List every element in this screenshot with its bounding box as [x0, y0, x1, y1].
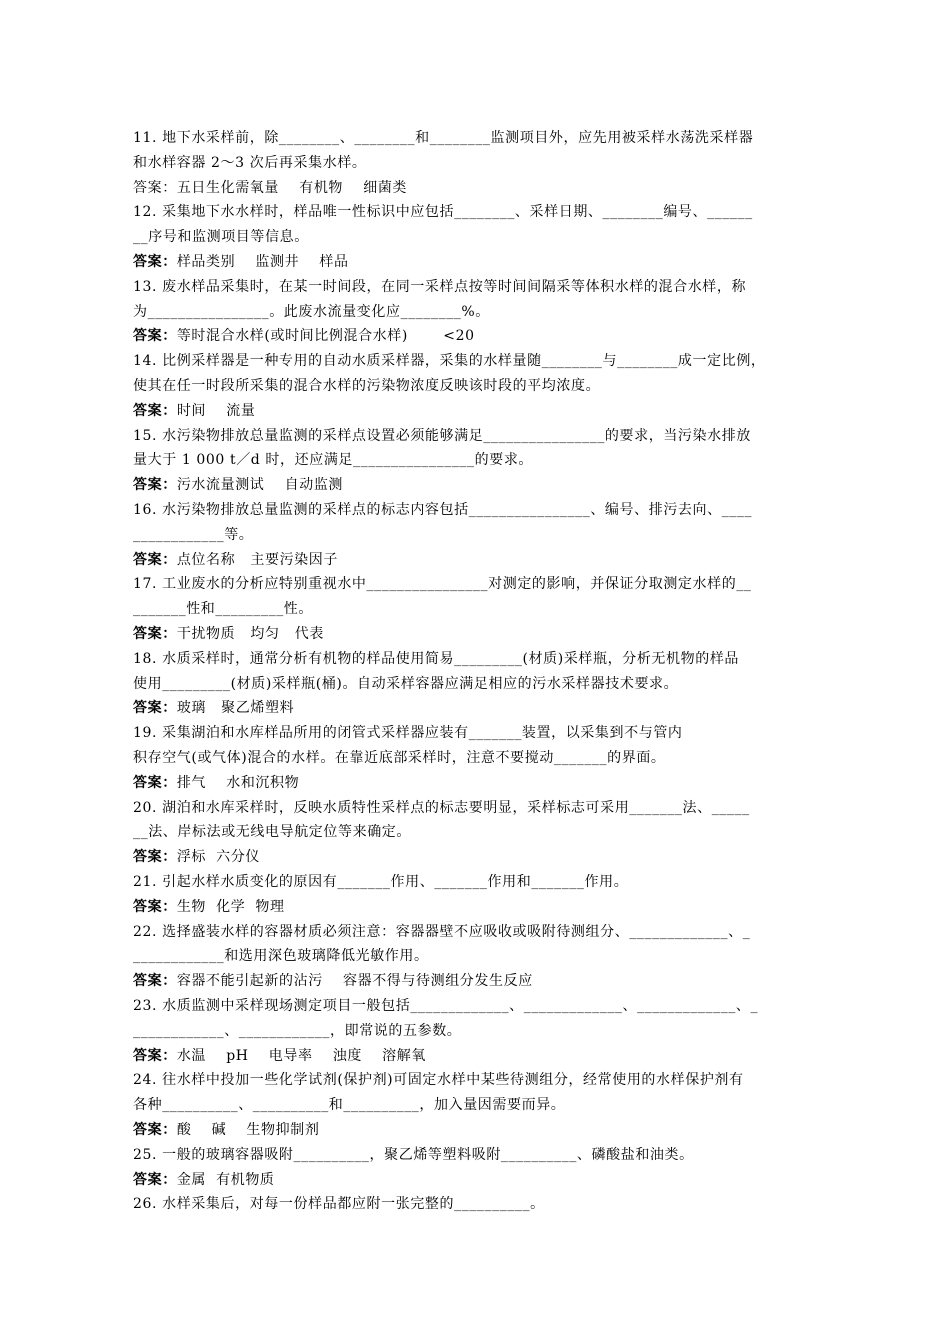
answer-text: 干扰物质 均匀 代表	[176, 626, 324, 642]
answer-label: 答案：	[133, 551, 177, 568]
answer-text: 浮标 六分仪	[176, 849, 260, 866]
answer-text: 样品类别 监测井 样品	[176, 254, 349, 270]
question-line: __法、岸标法或无线电导航定位等来确定。	[133, 824, 411, 841]
answer-text: 金属 有机物质	[176, 1171, 275, 1188]
question-line: 22. 选择盛装水样的容器材质必须注意：容器器壁不应吸收或吸附待测组分、_____________、_	[133, 923, 751, 940]
question-line: 为________________。此废水流量变化应________%。	[133, 303, 490, 320]
answer-label: 答案：	[133, 774, 177, 791]
answer-label: 答案：	[133, 1122, 177, 1138]
question-line: ____________、____________，即常说的五参数。	[133, 1022, 462, 1039]
answer-line	[133, 473, 853, 497]
question-line: 25. 一般的玻璃容器吸附__________，聚乙烯等塑料吸附__________、磷酸盐和油类。	[133, 1146, 694, 1163]
answer-line	[133, 250, 853, 274]
answer-line	[133, 1044, 853, 1068]
question-line: 16. 水污染物排放总量监测的采样点的标志内容包括________________、编号、排污去向、____	[133, 502, 753, 518]
question-line: __序号和监测项目等信息。	[133, 229, 309, 246]
answer-text: 点位名称 主要污染因子	[176, 551, 338, 568]
answer-line	[133, 622, 853, 646]
answer-text: 容器不能引起新的沾污 容器不得与待测组分发生反应	[176, 973, 533, 990]
question-line: ____________和选用深色玻璃降低光敏作用。	[133, 948, 429, 965]
question-line: 量大于 1 000 t／d 时，还应满足________________的要求。	[133, 452, 534, 469]
answer-line	[133, 969, 853, 993]
answer-text: 污水流量测试 自动监测	[176, 477, 344, 494]
question-line: 13. 废水样品采集时，在某一时间段，在同一采样点按等时间间隔采等体积水样的混合水样，称	[133, 278, 747, 295]
question-line: _______性和_________性。	[133, 601, 313, 618]
answer-line	[133, 771, 853, 795]
answer-line	[133, 895, 853, 919]
question-line: 24. 往水样中投加一些化学试剂(保护剂)可固定水样中某些待测组分，经常使用的水样保护剂有	[133, 1072, 744, 1089]
question-line: 20. 湖泊和水库采样时，反映水质特性采样点的标志要明显，采样标志可采用_______法、_____	[133, 799, 750, 816]
question-line: 23. 水质监测中采样现场测定项目一般包括_____________、_____________、_____________、_	[133, 998, 759, 1014]
answer-label: 答案：	[133, 973, 177, 990]
question-line: 积存空气(或气体)混合的水样。在靠近底部采样时，注意不要搅动_______的界面。	[133, 750, 666, 766]
question-line: 21. 引起水样水质变化的原因有_______作用、_______作用和_______作用。	[133, 874, 629, 890]
question-line: 18. 水质采样时，通常分析有机物的样品使用简易_________(材质)采样瓶，分析无机物的样品	[133, 650, 740, 667]
answer-label: 答案：	[133, 849, 177, 866]
answer-line	[133, 176, 853, 200]
answer-label: 答案：	[133, 1171, 177, 1188]
question-line: 11. 地下水采样前，除________、________和________监测项目外，应先用被采样水荡洗采样器	[133, 130, 754, 146]
answer-label: 答案：	[133, 254, 177, 270]
answer-label: 答案：	[133, 898, 177, 915]
answer-label: 答案：	[133, 1047, 177, 1064]
answer-text: 玻璃 聚乙烯塑料	[176, 700, 295, 717]
question-line: 使其在任一时段所采集的混合水样的污染物浓度反映该时段的平均浓度。	[133, 378, 601, 394]
answer-label: 答案：	[133, 477, 177, 494]
question-line: 各种__________、__________和__________，加入量因需要而异。	[133, 1097, 566, 1114]
question-line: 使用_________(材质)采样瓶(桶)。自动采样容器应满足相应的污水采样器技术要求。	[133, 675, 679, 692]
question-line: ____________等。	[133, 526, 254, 543]
question-line: 和水样容器 2～3 次后再采集水样。	[133, 154, 367, 171]
answer-text: 等时混合水样(或时间比例混合水样) <20	[176, 328, 475, 345]
answer-label: 答案：	[133, 700, 177, 717]
answer-text: 酸 碱 生物抑制剂	[176, 1122, 320, 1138]
answer-line	[133, 1118, 853, 1142]
answer-text: 五日生化需氧量 有机物 细菌类	[176, 179, 408, 196]
answer-label: 答案：	[133, 179, 177, 196]
answer-line	[133, 1168, 853, 1192]
answer-label: 答案：	[133, 626, 177, 642]
question-line: 17. 工业废水的分析应特别重视水中________________对测定的影响，并保证分取测定水样的__	[133, 576, 752, 593]
question-line: 15. 水污染物排放总量监测的采样点设置必须能够满足________________的要求，当污染水排放	[133, 427, 751, 444]
question-line: 14. 比例采样器是一种专用的自动水质采样器，采集的水样量随________与________成一定比例，	[133, 353, 766, 370]
answer-line	[133, 399, 853, 423]
question-line: 19. 采集湖泊和水库样品所用的闭管式采样器应装有_______装置，以采集到不与管内	[133, 725, 683, 742]
answer-line	[133, 548, 853, 572]
answer-line	[133, 324, 853, 348]
answer-text: 排气 水和沉积物	[176, 774, 300, 791]
question-line: 26. 水样采集后，对每一份样品都应附一张完整的__________。	[133, 1196, 545, 1213]
answer-label: 答案：	[133, 328, 177, 345]
question-line: 12. 采集地下水水样时，样品唯一性标识中应包括________、采样日期、________编号、______	[133, 204, 753, 221]
answer-label: 答案：	[133, 402, 177, 419]
answer-text: 生物 化学 物理	[176, 898, 285, 915]
answer-line	[133, 696, 853, 720]
answer-text: 水温 pH 电导率 浊度 溶解氧	[176, 1047, 426, 1064]
answer-text: 时间 流量	[176, 402, 256, 419]
answer-line	[133, 845, 853, 869]
